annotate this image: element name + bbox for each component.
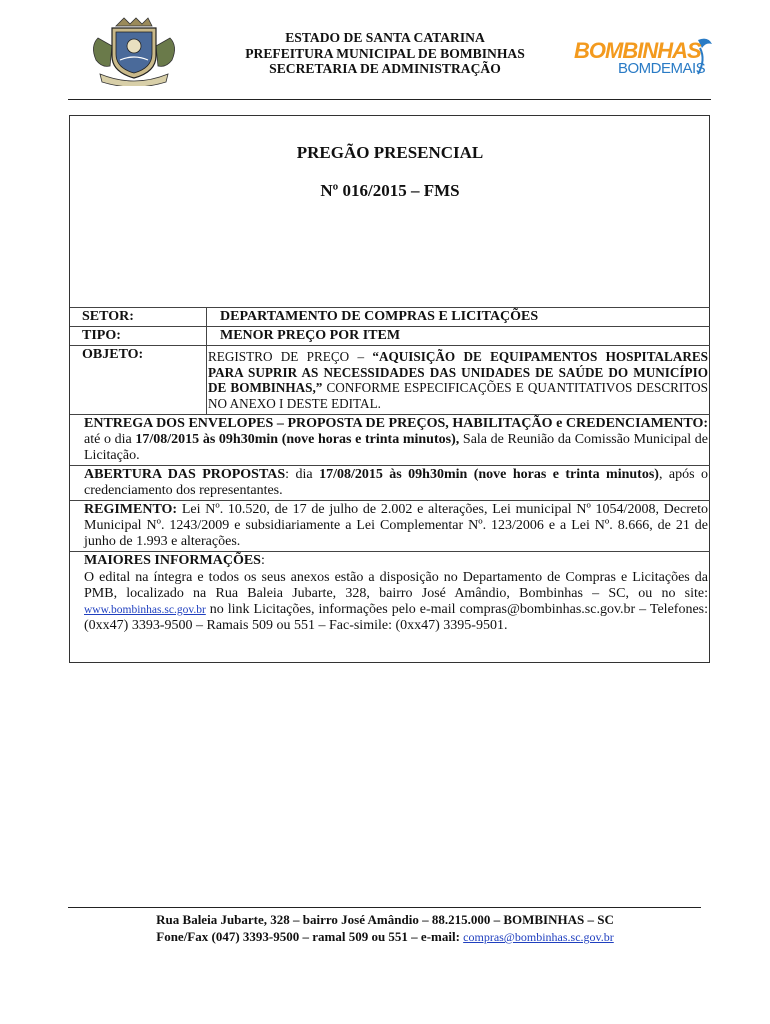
institution-header — [200, 30, 570, 77]
document-number: Nº 016/2015 – FMS — [320, 181, 460, 200]
header-state: ESTADO DE SANTA CATARINA — [285, 30, 485, 45]
info-paragraph — [84, 570, 708, 634]
regimento-paragraph — [84, 502, 708, 549]
footer-address: Rua Baleia Jubarte, 328 – bairro José Amândio – 88.215.000 – BOMBINHAS – SC — [156, 912, 614, 927]
header-divider — [68, 99, 711, 100]
entrega-text: Sala de Reunião da Comissão Municipal de Licitação. — [84, 431, 708, 463]
municipal-coat-of-arms-icon — [88, 16, 180, 86]
regimento-heading: REGIMENTO: — [84, 502, 178, 517]
table-line — [70, 500, 710, 501]
brand-wordmark: BOMBINHAS — [574, 38, 701, 63]
entrega-text: até o dia — [84, 431, 136, 447]
objeto-value — [208, 349, 708, 411]
abertura-date: 17/08/2015 às 09h30min (nove horas e trinta minutos) — [319, 467, 659, 482]
brand-tagline: BOMDEMAIS — [618, 60, 706, 77]
entrega-date: 17/08/2015 às 09h30min (nove horas e trinta minutos), — [135, 431, 460, 447]
tipo-value: MENOR PREÇO POR ITEM — [220, 328, 401, 343]
table-column-divider — [206, 308, 207, 414]
footer-divider — [68, 907, 701, 908]
info-text: O edital na íntegra e todos os seus anexos estão a disposição no Departamento de Compras e Licitações da PMB, localizado na Rua Baleia Jubarte, 328, bairro José Amândio, Bombinhas – SC, ou no site: — [84, 570, 708, 601]
setor-label: SETOR: — [82, 309, 134, 324]
site-link[interactable]: www.bombinhas.sc.gov.br — [84, 603, 206, 616]
objeto-text: CONFORME ESPECIFICAÇÕES E QUANTITATIVOS DESCRITOS NO ANEXO I DESTE EDITAL. — [208, 380, 708, 411]
table-top-line — [70, 307, 710, 308]
footer-email-link[interactable]: compras@bombinhas.sc.gov.br — [463, 930, 614, 944]
info-colon: : — [260, 553, 265, 568]
entrega-heading: ENTREGA DOS ENVELOPES – PROPOSTA DE PREÇOS, HABILITAÇÃO e CREDENCIAMENTO: — [84, 416, 708, 431]
header-prefecture: PREFEITURA MUNICIPAL DE BOMBINHAS — [245, 45, 525, 61]
page-footer — [70, 911, 700, 946]
objeto-text: REGISTRO DE PREÇO – — [208, 349, 373, 364]
header-secretariat: SECRETARIA DE ADMINISTRAÇÃO — [269, 61, 501, 76]
entrega-paragraph — [84, 416, 708, 463]
table-line — [70, 326, 710, 327]
info-heading: MAIORES INFORMAÇÕES — [84, 553, 261, 568]
info-text: no link Licitações, informações pelo e-mail compras@bombinhas.sc.gov.br – Telefones: (0xx47) 3393-9500 – Ramais 509 ou 551 – Fac-simile: (0xx47) 3395-9501. — [84, 601, 708, 634]
setor-value: DEPARTAMENTO DE COMPRAS E LICITAÇÕES — [220, 309, 539, 324]
tipo-label: TIPO: — [82, 328, 121, 343]
abertura-paragraph — [84, 467, 708, 499]
abertura-text: , após o credenciamento dos representantes. — [84, 467, 708, 498]
objeto-label: OBJETO: — [82, 347, 144, 362]
footer-contact-text: Fone/Fax (047) 3393-9500 – ramal 509 ou 551 – e-mail: — [156, 929, 464, 944]
objeto-bold: “AQUISIÇÃO DE EQUIPAMENTOS HOSPITALARES PARA SUPRIR AS NECESSIDADES DAS UNIDADES DE SAÚDE DO MUNICÍPIO DE BOMBINHAS,” — [208, 349, 709, 395]
abertura-heading: ABERTURA DAS PROPOSTAS — [84, 467, 286, 482]
regimento-text: Lei Nº. 10.520, de 17 de julho de 2.002 e alterações, Lei municipal Nº 1054/2008, Decreto Municipal Nº. 1243/2009 e subsidiariamente a Lei Complementar Nº. 123/2006 e a Lei Nº. 8.666, de 21 de junho de 1.993 e alterações. — [84, 502, 708, 549]
abertura-text: : dia — [285, 467, 320, 482]
table-line — [70, 465, 710, 466]
table-line — [70, 414, 710, 415]
table-line — [70, 551, 710, 552]
footer-contact — [70, 928, 700, 946]
document-title: PREGÃO PRESENCIAL — [296, 143, 484, 162]
info-heading-line — [84, 553, 708, 569]
table-line — [70, 345, 710, 346]
